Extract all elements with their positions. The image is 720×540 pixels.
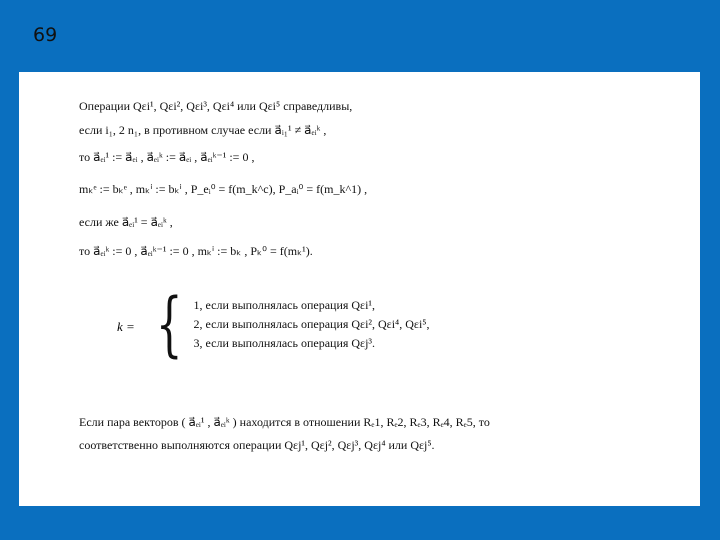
text-line-5: если же a⃗ₑᵢ¹ = a⃗ₑᵢᵏ , xyxy=(79,215,173,229)
bottom-line-1: Если пара векторов ( a⃗ₑᵢ¹ , a⃗ₑᵢᵏ ) находится в отношении Rₑ1, Rₑ2, Rₑ3, Rₑ4, Rₑ5, то xyxy=(79,415,490,429)
bottom-line-2: соответственно выполняются операции Qεj¹, Qεj², Qεj³, Qεj⁴ или Qεj⁵. xyxy=(79,438,435,452)
document-page xyxy=(19,72,700,506)
cases-block xyxy=(147,283,430,365)
case-3: 3, если выполнялась операция Qεj³. xyxy=(193,335,376,350)
text-line-4: mₖᵉ := bₖᵉ , mₖⁱ := bₖⁱ , P_eᵢ⁰ = f(m_k^c), P_aᵢ⁰ = f(m_k^1) , xyxy=(79,182,368,196)
slide-number: 69 xyxy=(33,24,58,46)
text-line-3: то a⃗ₑᵢ¹ := a⃗ₑᵢ , a⃗ₑᵢᵏ := a⃗ₑᵢ , a⃗ₑᵢᵏ⁻¹ := 0 , xyxy=(79,150,255,164)
case-1: 1, если выполнялась операция Qεi¹, xyxy=(193,297,376,312)
text-line-6: то a⃗ₑᵢᵏ := 0 , a⃗ₑᵢᵏ⁻¹ := 0 , mₖⁱ := bₖ , Pₖ⁰ = f(mₖ¹). xyxy=(79,244,313,258)
text-line-2: если i₁, 2 n₁, в противном случае если a⃗ᵢ₁¹ ≠ a⃗ₑᵢᵏ , xyxy=(79,123,327,137)
text-line-1: Операции Qεi¹, Qεi², Qεi³, Qεi⁴ или Qεi⁵ справедливы, xyxy=(79,99,353,113)
case-2: 2, если выполнялась операция Qεi², Qεi⁴, Qεi⁵, xyxy=(193,316,430,331)
left-brace: { xyxy=(155,283,183,365)
k-label: k = xyxy=(117,319,135,334)
